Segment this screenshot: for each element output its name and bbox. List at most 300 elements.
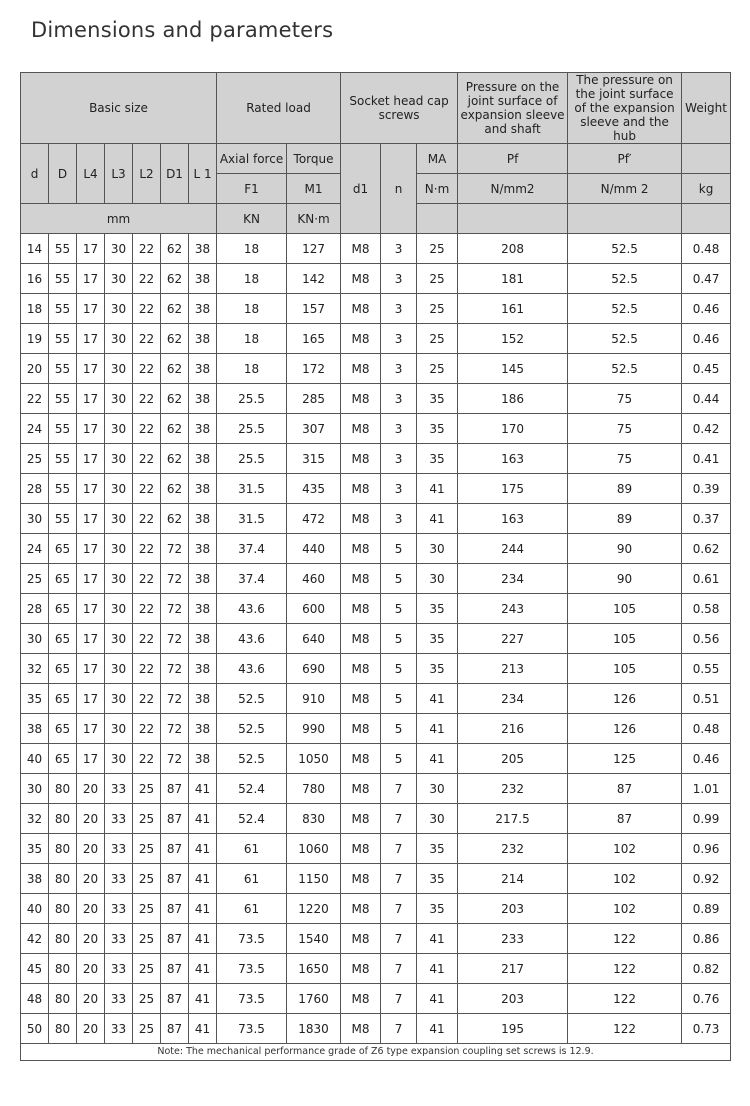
- header-pressure-shaft: Pressure on the joint surface of expansion sleeve and shaft: [458, 73, 568, 144]
- table-cell: 55: [49, 384, 77, 414]
- table-cell: 65: [49, 534, 77, 564]
- table-cell: 163: [458, 444, 568, 474]
- table-cell: 87: [161, 1014, 189, 1044]
- table-cell: 163: [458, 504, 568, 534]
- table-cell: 205: [458, 744, 568, 774]
- table-cell: 89: [568, 504, 682, 534]
- table-cell: 73.5: [217, 924, 287, 954]
- table-cell: 72: [161, 624, 189, 654]
- table-cell: 38: [189, 384, 217, 414]
- table-cell: 22: [133, 354, 161, 384]
- table-cell: 87: [568, 804, 682, 834]
- table-row: [21, 684, 731, 714]
- table-cell: 7: [381, 894, 417, 924]
- table-cell: 3: [381, 264, 417, 294]
- table-cell: 25: [417, 294, 458, 324]
- table-cell: 43.6: [217, 624, 287, 654]
- table-cell: 17: [77, 684, 105, 714]
- table-row: [21, 264, 731, 294]
- table-cell: 22: [133, 294, 161, 324]
- table-cell: 18: [217, 234, 287, 264]
- table-cell: 20: [77, 924, 105, 954]
- table-cell: 87: [161, 954, 189, 984]
- table-cell: 87: [161, 804, 189, 834]
- table-cell: 41: [417, 924, 458, 954]
- table-cell: M8: [341, 984, 381, 1014]
- table-cell: 55: [49, 444, 77, 474]
- table-cell: 5: [381, 684, 417, 714]
- table-cell: M8: [341, 234, 381, 264]
- table-row: [21, 354, 731, 384]
- table-cell: 157: [287, 294, 341, 324]
- table-cell: 234: [458, 684, 568, 714]
- table-cell: 22: [133, 234, 161, 264]
- table-cell: 30: [105, 324, 133, 354]
- table-cell: 41: [417, 744, 458, 774]
- table-cell: 0.61: [682, 564, 731, 594]
- table-cell: 3: [381, 324, 417, 354]
- table-cell: 55: [49, 264, 77, 294]
- table-cell: 25.5: [217, 384, 287, 414]
- table-cell: 30: [105, 264, 133, 294]
- table-row: [21, 1014, 731, 1044]
- table-cell: 33: [105, 924, 133, 954]
- table-cell: 20: [77, 1014, 105, 1044]
- unit-mm: mm: [21, 204, 217, 234]
- table-cell: 213: [458, 654, 568, 684]
- unit-kn: KN: [217, 204, 287, 234]
- table-cell: 0.39: [682, 474, 731, 504]
- table-cell: M8: [341, 444, 381, 474]
- table-cell: 89: [568, 474, 682, 504]
- table-cell: 640: [287, 624, 341, 654]
- table-cell: 80: [49, 984, 77, 1014]
- table-cell: 3: [381, 414, 417, 444]
- table-cell: 17: [77, 534, 105, 564]
- table-cell: 41: [417, 714, 458, 744]
- table-cell: 30: [105, 444, 133, 474]
- table-row: [21, 804, 731, 834]
- table-cell: 22: [133, 564, 161, 594]
- table-cell: 244: [458, 534, 568, 564]
- table-cell: 0.99: [682, 804, 731, 834]
- table-cell: 28: [21, 594, 49, 624]
- table-cell: 22: [133, 324, 161, 354]
- table-cell: 22: [133, 684, 161, 714]
- table-cell: 73.5: [217, 984, 287, 1014]
- table-cell: 72: [161, 684, 189, 714]
- table-cell: 87: [161, 984, 189, 1014]
- table-cell: 0.55: [682, 654, 731, 684]
- page-title: Dimensions and parameters: [31, 18, 334, 42]
- table-row: [21, 954, 731, 984]
- table-cell: 105: [568, 624, 682, 654]
- table-cell: 227: [458, 624, 568, 654]
- table-cell: 38: [189, 714, 217, 744]
- table-cell: 80: [49, 954, 77, 984]
- table-cell: 145: [458, 354, 568, 384]
- table-cell: 0.48: [682, 714, 731, 744]
- table-cell: 0.82: [682, 954, 731, 984]
- table-cell: 22: [21, 384, 49, 414]
- header-blank: [458, 204, 568, 234]
- table-cell: 32: [21, 804, 49, 834]
- table-cell: 142: [287, 264, 341, 294]
- table-cell: 1760: [287, 984, 341, 1014]
- table-cell: 195: [458, 1014, 568, 1044]
- table-cell: 7: [381, 804, 417, 834]
- col-d: d: [21, 144, 49, 204]
- table-cell: 102: [568, 834, 682, 864]
- unit-knm: KN·m: [287, 204, 341, 234]
- table-row: [21, 384, 731, 414]
- table-cell: 30: [105, 414, 133, 444]
- table-cell: 25: [133, 864, 161, 894]
- table-cell: 472: [287, 504, 341, 534]
- table-cell: 41: [189, 924, 217, 954]
- table-cell: 30: [105, 624, 133, 654]
- header-blank: [682, 144, 731, 174]
- table-row: [21, 594, 731, 624]
- unit-pf: N/mm2: [458, 174, 568, 204]
- table-cell: 3: [381, 294, 417, 324]
- table-cell: 0.47: [682, 264, 731, 294]
- table-cell: 38: [189, 504, 217, 534]
- table-cell: 3: [381, 234, 417, 264]
- table-cell: 30: [105, 654, 133, 684]
- table-cell: 1830: [287, 1014, 341, 1044]
- table-cell: 105: [568, 654, 682, 684]
- table-cell: 22: [133, 714, 161, 744]
- table-cell: 232: [458, 834, 568, 864]
- table-cell: 186: [458, 384, 568, 414]
- table-cell: 234: [458, 564, 568, 594]
- table-cell: M8: [341, 924, 381, 954]
- table-cell: 62: [161, 414, 189, 444]
- table-cell: M8: [341, 474, 381, 504]
- table-cell: 17: [77, 444, 105, 474]
- table-cell: M8: [341, 324, 381, 354]
- col-D: D: [49, 144, 77, 204]
- table-cell: 214: [458, 864, 568, 894]
- table-cell: 315: [287, 444, 341, 474]
- table-cell: 440: [287, 534, 341, 564]
- table-cell: 161: [458, 294, 568, 324]
- table-cell: 910: [287, 684, 341, 714]
- table-cell: 208: [458, 234, 568, 264]
- table-cell: 52.5: [217, 744, 287, 774]
- table-cell: 31.5: [217, 504, 287, 534]
- unit-weight: kg: [682, 174, 731, 204]
- table-cell: 25: [133, 924, 161, 954]
- table-cell: 35: [417, 654, 458, 684]
- table-cell: 22: [133, 384, 161, 414]
- table-cell: 25: [417, 354, 458, 384]
- table-cell: 33: [105, 864, 133, 894]
- table-cell: 285: [287, 384, 341, 414]
- table-cell: 38: [189, 534, 217, 564]
- table-cell: 33: [105, 954, 133, 984]
- table-cell: 35: [21, 834, 49, 864]
- table-cell: 22: [133, 264, 161, 294]
- table-row: [21, 534, 731, 564]
- table-cell: 25.5: [217, 444, 287, 474]
- table-cell: 41: [189, 804, 217, 834]
- table-cell: 20: [77, 804, 105, 834]
- table-cell: M8: [341, 594, 381, 624]
- table-cell: M8: [341, 354, 381, 384]
- table-cell: 87: [161, 864, 189, 894]
- table-cell: 7: [381, 984, 417, 1014]
- table-row: [21, 924, 731, 954]
- table-cell: 7: [381, 864, 417, 894]
- table-cell: 0.37: [682, 504, 731, 534]
- table-row: [21, 744, 731, 774]
- table-cell: 0.96: [682, 834, 731, 864]
- table-cell: 40: [21, 744, 49, 774]
- table-cell: 25: [21, 444, 49, 474]
- table-note: Note: The mechanical performance grade of Z6 type expansion coupling set screws is 12.9.: [21, 1044, 731, 1061]
- table-cell: 435: [287, 474, 341, 504]
- table-cell: 72: [161, 534, 189, 564]
- table-cell: M8: [341, 774, 381, 804]
- table-cell: 990: [287, 714, 341, 744]
- table-cell: 80: [49, 864, 77, 894]
- table-cell: 38: [21, 714, 49, 744]
- unit-pf-prime: N/mm 2: [568, 174, 682, 204]
- table-cell: 38: [189, 264, 217, 294]
- table-cell: 17: [77, 294, 105, 324]
- table-cell: 62: [161, 234, 189, 264]
- table-cell: 55: [49, 474, 77, 504]
- table-cell: 217.5: [458, 804, 568, 834]
- table-cell: 152: [458, 324, 568, 354]
- table-cell: 25: [417, 324, 458, 354]
- table-cell: 22: [133, 444, 161, 474]
- table-cell: 1.01: [682, 774, 731, 804]
- table-cell: 72: [161, 594, 189, 624]
- table-cell: 0.42: [682, 414, 731, 444]
- table-cell: 65: [49, 744, 77, 774]
- table-cell: 25: [417, 264, 458, 294]
- table-cell: 25: [21, 564, 49, 594]
- table-cell: 90: [568, 564, 682, 594]
- table-cell: 45: [21, 954, 49, 984]
- col-pf: Pf: [458, 144, 568, 174]
- table-cell: 5: [381, 744, 417, 774]
- table-cell: M8: [341, 684, 381, 714]
- table-cell: 62: [161, 354, 189, 384]
- table-cell: M8: [341, 744, 381, 774]
- table-cell: 33: [105, 894, 133, 924]
- table-cell: 38: [189, 564, 217, 594]
- table-cell: 30: [105, 474, 133, 504]
- table-cell: 7: [381, 924, 417, 954]
- table-cell: M8: [341, 834, 381, 864]
- table-cell: 35: [417, 894, 458, 924]
- table-cell: M8: [341, 534, 381, 564]
- table-cell: 17: [77, 264, 105, 294]
- table-cell: 52.5: [568, 354, 682, 384]
- table-cell: 1060: [287, 834, 341, 864]
- table-cell: 38: [189, 444, 217, 474]
- table-cell: 1050: [287, 744, 341, 774]
- table-cell: 37.4: [217, 534, 287, 564]
- table-cell: 80: [49, 894, 77, 924]
- header-basic-size: Basic size: [21, 73, 217, 144]
- table-cell: 126: [568, 684, 682, 714]
- table-cell: 5: [381, 594, 417, 624]
- unit-ma: N·m: [417, 174, 458, 204]
- table-cell: 203: [458, 984, 568, 1014]
- table-cell: 30: [105, 354, 133, 384]
- table-cell: 52.5: [217, 714, 287, 744]
- table-row: [21, 984, 731, 1014]
- header-axial-force: Axial force: [217, 144, 287, 174]
- table-cell: 80: [49, 804, 77, 834]
- table-cell: M8: [341, 894, 381, 924]
- table-cell: 5: [381, 624, 417, 654]
- table-cell: 0.56: [682, 624, 731, 654]
- table-cell: M8: [341, 564, 381, 594]
- table-cell: 600: [287, 594, 341, 624]
- table-cell: 127: [287, 234, 341, 264]
- table-cell: 0.62: [682, 534, 731, 564]
- table-cell: 30: [21, 774, 49, 804]
- table-cell: 33: [105, 774, 133, 804]
- table-cell: 5: [381, 654, 417, 684]
- table-cell: 90: [568, 534, 682, 564]
- table-cell: 30: [105, 744, 133, 774]
- header-pressure-hub: The pressure on the joint surface of the expansion sleeve and the hub: [568, 73, 682, 144]
- table-cell: 1540: [287, 924, 341, 954]
- table-cell: 50: [21, 1014, 49, 1044]
- col-n: n: [381, 144, 417, 234]
- table-row: [21, 774, 731, 804]
- table-cell: 72: [161, 564, 189, 594]
- table-cell: 18: [21, 294, 49, 324]
- col-L4: L4: [77, 144, 105, 204]
- table-cell: 28: [21, 474, 49, 504]
- table-cell: 33: [105, 984, 133, 1014]
- table-cell: 25.5: [217, 414, 287, 444]
- table-cell: 41: [189, 984, 217, 1014]
- table-cell: 43.6: [217, 594, 287, 624]
- table-cell: M8: [341, 1014, 381, 1044]
- table-cell: 30: [417, 804, 458, 834]
- table-row: [21, 894, 731, 924]
- table-cell: 203: [458, 894, 568, 924]
- table-cell: 17: [77, 594, 105, 624]
- table-cell: 18: [217, 294, 287, 324]
- table-cell: 35: [417, 384, 458, 414]
- table-cell: 75: [568, 414, 682, 444]
- table-row: [21, 504, 731, 534]
- table-cell: 35: [417, 834, 458, 864]
- table-cell: 62: [161, 294, 189, 324]
- table-cell: 780: [287, 774, 341, 804]
- table-cell: 30: [417, 534, 458, 564]
- table-cell: 22: [133, 744, 161, 774]
- table-cell: 690: [287, 654, 341, 684]
- col-m1: M1: [287, 174, 341, 204]
- table-cell: 233: [458, 924, 568, 954]
- table-cell: 0.86: [682, 924, 731, 954]
- table-cell: 62: [161, 444, 189, 474]
- table-cell: 16: [21, 264, 49, 294]
- table-cell: 65: [49, 624, 77, 654]
- table-cell: 38: [189, 744, 217, 774]
- table-cell: 41: [189, 894, 217, 924]
- table-cell: 17: [77, 714, 105, 744]
- table-cell: 5: [381, 534, 417, 564]
- table-cell: 73.5: [217, 1014, 287, 1044]
- table-cell: 65: [49, 684, 77, 714]
- table-cell: 125: [568, 744, 682, 774]
- table-cell: 7: [381, 954, 417, 984]
- table-cell: 40: [21, 894, 49, 924]
- table-cell: 33: [105, 1014, 133, 1044]
- table-cell: 0.45: [682, 354, 731, 384]
- table-cell: 55: [49, 324, 77, 354]
- table-cell: M8: [341, 864, 381, 894]
- table-cell: 0.46: [682, 324, 731, 354]
- table-cell: 232: [458, 774, 568, 804]
- table-cell: 87: [161, 924, 189, 954]
- table-cell: 1150: [287, 864, 341, 894]
- table-cell: 14: [21, 234, 49, 264]
- table-cell: 41: [417, 1014, 458, 1044]
- table-cell: 75: [568, 384, 682, 414]
- table-cell: 65: [49, 714, 77, 744]
- table-cell: 17: [77, 744, 105, 774]
- table-cell: 17: [77, 324, 105, 354]
- table-cell: 35: [417, 444, 458, 474]
- table-cell: 52.4: [217, 804, 287, 834]
- table-cell: 30: [21, 504, 49, 534]
- table-cell: 0.46: [682, 294, 731, 324]
- table-cell: 33: [105, 804, 133, 834]
- table-cell: 41: [189, 834, 217, 864]
- header-blank: [682, 204, 731, 234]
- table-cell: 7: [381, 834, 417, 864]
- table-cell: 17: [77, 414, 105, 444]
- table-cell: 25: [133, 774, 161, 804]
- table-cell: 22: [133, 654, 161, 684]
- table-cell: 830: [287, 804, 341, 834]
- table-cell: 75: [568, 444, 682, 474]
- table-cell: 216: [458, 714, 568, 744]
- table-cell: 25: [133, 1014, 161, 1044]
- table-cell: 243: [458, 594, 568, 624]
- table-cell: M8: [341, 414, 381, 444]
- table-cell: 62: [161, 264, 189, 294]
- table-cell: 38: [189, 654, 217, 684]
- table-cell: 18: [217, 354, 287, 384]
- table-cell: 102: [568, 894, 682, 924]
- table-cell: 1220: [287, 894, 341, 924]
- table-cell: 87: [161, 774, 189, 804]
- table-cell: 30: [417, 774, 458, 804]
- table-cell: 62: [161, 504, 189, 534]
- table-cell: 3: [381, 504, 417, 534]
- table-cell: 25: [133, 894, 161, 924]
- table-row: [21, 234, 731, 264]
- table-cell: 25: [133, 834, 161, 864]
- table-cell: 0.76: [682, 984, 731, 1014]
- table-cell: 22: [133, 594, 161, 624]
- table-cell: 38: [189, 294, 217, 324]
